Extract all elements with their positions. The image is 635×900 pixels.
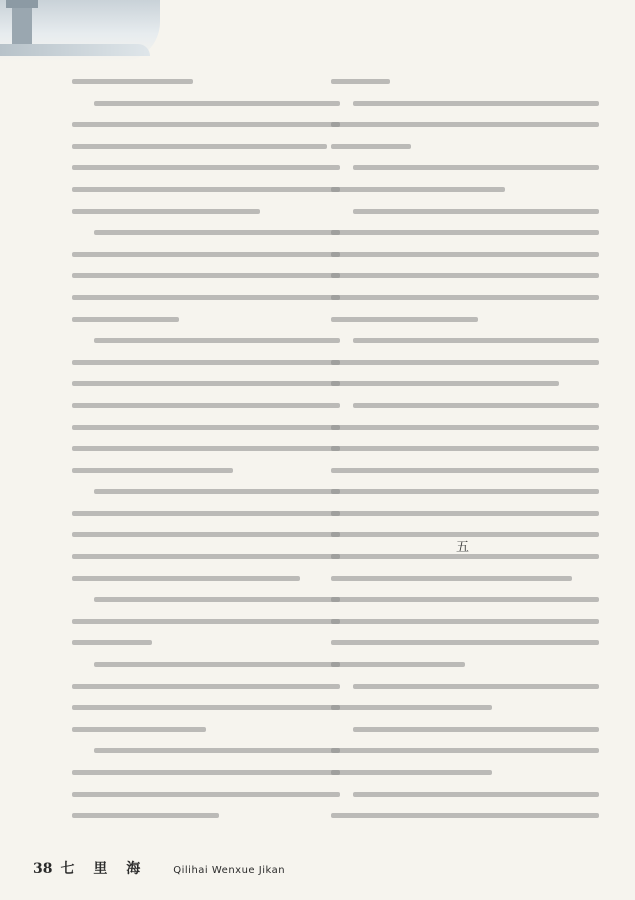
text-line bbox=[72, 182, 340, 197]
text-line bbox=[331, 808, 599, 823]
text-line bbox=[72, 527, 340, 542]
text-line bbox=[331, 290, 599, 305]
text-line bbox=[331, 333, 599, 348]
text-line bbox=[72, 139, 340, 154]
text-line bbox=[331, 139, 599, 154]
text-line bbox=[331, 765, 599, 780]
text-column-left bbox=[72, 74, 340, 824]
text-line bbox=[331, 96, 599, 111]
text-line bbox=[72, 398, 340, 413]
text-line bbox=[331, 420, 599, 435]
text-line bbox=[331, 204, 599, 219]
text-line bbox=[72, 679, 340, 694]
text-line bbox=[72, 787, 340, 802]
text-line bbox=[72, 268, 340, 283]
text-line bbox=[72, 592, 340, 607]
magazine-name: 七 里 海 bbox=[60, 861, 148, 877]
page-footer bbox=[33, 858, 285, 878]
text-line bbox=[72, 463, 340, 478]
header-banner-image bbox=[0, 0, 160, 62]
text-line bbox=[331, 743, 599, 758]
text-line bbox=[72, 571, 340, 586]
text-line bbox=[72, 96, 340, 111]
text-line bbox=[331, 571, 599, 586]
text-line bbox=[331, 722, 599, 737]
text-line bbox=[331, 700, 599, 715]
text-line bbox=[72, 635, 340, 650]
text-line bbox=[331, 247, 599, 262]
text-line bbox=[331, 225, 599, 240]
text-line bbox=[72, 117, 340, 132]
section-number: 五 bbox=[456, 540, 470, 555]
text-line bbox=[331, 635, 599, 650]
text-line bbox=[72, 808, 340, 823]
text-line bbox=[72, 743, 340, 758]
landscape-strip bbox=[0, 44, 150, 56]
text-line bbox=[331, 657, 599, 672]
text-line bbox=[331, 398, 599, 413]
text-line bbox=[331, 614, 599, 629]
text-line bbox=[72, 74, 340, 89]
page-number: 38 bbox=[33, 861, 53, 877]
text-line bbox=[72, 420, 340, 435]
text-line bbox=[331, 463, 599, 478]
text-line bbox=[331, 592, 599, 607]
text-line bbox=[72, 290, 340, 305]
text-line bbox=[72, 225, 340, 240]
text-line bbox=[72, 657, 340, 672]
text-line bbox=[331, 160, 599, 175]
text-line bbox=[72, 376, 340, 391]
magazine-pinyin: Qilihai Wenxue Jikan bbox=[173, 865, 286, 876]
text-line bbox=[331, 268, 599, 283]
text-line bbox=[331, 355, 599, 370]
text-line bbox=[331, 74, 599, 89]
text-line bbox=[331, 117, 599, 132]
text-line bbox=[72, 204, 340, 219]
text-line bbox=[331, 787, 599, 802]
text-line bbox=[72, 312, 340, 327]
text-line bbox=[72, 484, 340, 499]
text-line bbox=[72, 160, 340, 175]
text-line bbox=[72, 614, 340, 629]
text-line bbox=[72, 355, 340, 370]
text-line bbox=[72, 506, 340, 521]
text-line bbox=[331, 376, 599, 391]
text-line bbox=[72, 247, 340, 262]
text-line bbox=[331, 506, 599, 521]
text-line bbox=[72, 333, 340, 348]
text-line bbox=[331, 312, 599, 327]
text-line bbox=[72, 549, 340, 564]
text-line bbox=[331, 679, 599, 694]
text-line bbox=[72, 722, 340, 737]
text-line bbox=[72, 765, 340, 780]
text-line bbox=[72, 441, 340, 456]
text-line bbox=[331, 441, 599, 456]
text-column-right bbox=[331, 74, 599, 824]
text-line bbox=[331, 182, 599, 197]
text-line bbox=[72, 700, 340, 715]
text-line bbox=[331, 484, 599, 499]
